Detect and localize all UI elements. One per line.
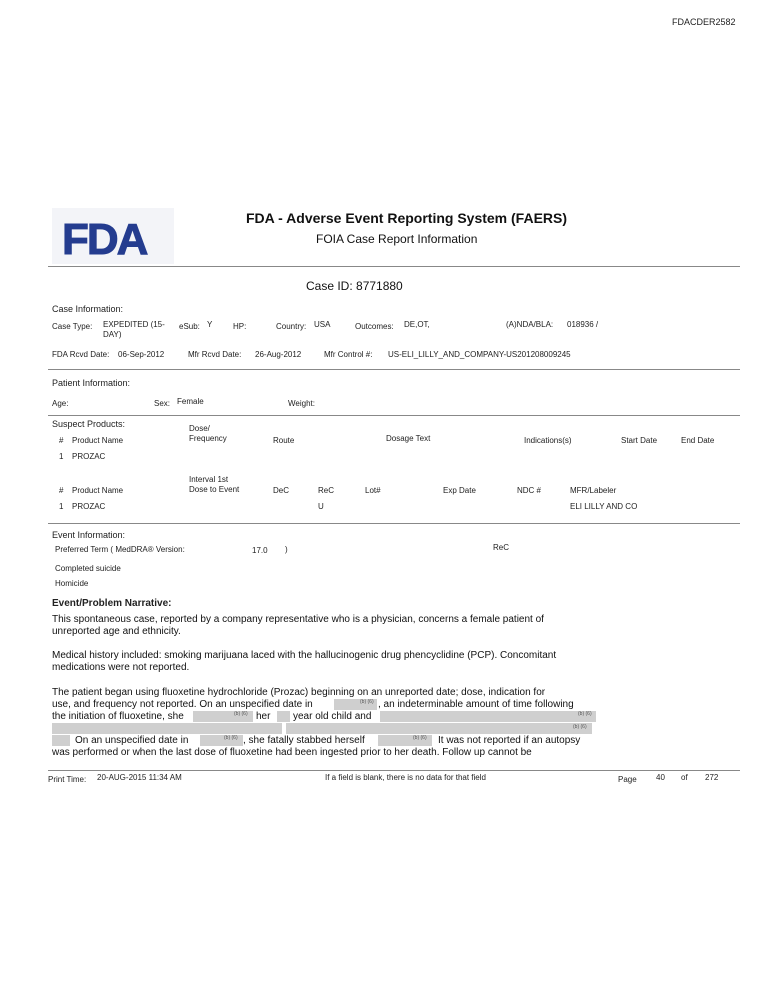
event-term: Homicide bbox=[55, 579, 89, 588]
event-info-heading: Event Information: bbox=[52, 530, 126, 540]
sex-label: Sex: bbox=[154, 399, 171, 408]
hp-label: HP: bbox=[233, 322, 247, 331]
narrative-line: the initiation of fluoxetine, she bbox=[52, 711, 184, 722]
meddra-version: 17.0 bbox=[252, 546, 268, 555]
suspect-products-heading: Suspect Products: bbox=[52, 419, 126, 429]
nda-label: (A)NDA/BLA: bbox=[506, 320, 554, 329]
patient-info-heading: Patient Information: bbox=[52, 378, 131, 388]
col-ndc: NDC # bbox=[517, 486, 542, 495]
report-subtitle: FOIA Case Report Information bbox=[316, 232, 478, 246]
preferred-term-label: Preferred Term ( MedDRA® Version: bbox=[55, 545, 185, 554]
country-label: Country: bbox=[276, 322, 307, 331]
col-mfr-labeler: MFR/Labeler bbox=[570, 486, 617, 495]
col-dec: DeC bbox=[273, 486, 290, 495]
col2-product-name: Product Name bbox=[72, 486, 124, 495]
row2-mfr: ELI LILLY AND CO bbox=[570, 502, 638, 511]
svg-text:FDA: FDA bbox=[62, 215, 147, 264]
col-interval-line2: Dose to Event bbox=[189, 485, 240, 494]
col-rec: ReC bbox=[318, 486, 335, 495]
sex-value: Female bbox=[177, 397, 204, 406]
page-of-label: of bbox=[681, 773, 688, 782]
row2-product: PROZAC bbox=[72, 502, 106, 511]
col-dose-line2: Frequency bbox=[189, 434, 227, 443]
narrative-line: Medical history included: smoking marijuana laced with the hallucinogenic drug phencyclidine (PCP). Concomitant bbox=[52, 650, 557, 661]
col-indications: Indications(s) bbox=[524, 436, 572, 445]
divider bbox=[48, 415, 740, 416]
row1-product: PROZAC bbox=[72, 452, 106, 461]
narrative-line: It was not reported if an autopsy bbox=[438, 735, 581, 746]
page-number: 40 bbox=[656, 773, 665, 782]
mfr-rcvd-value: 26-Aug-2012 bbox=[255, 350, 302, 359]
print-time-value: 20-AUG-2015 11:34 AM bbox=[97, 773, 182, 782]
divider bbox=[48, 523, 740, 524]
redaction-label: (b) (6) bbox=[578, 711, 592, 717]
col-route: Route bbox=[273, 436, 295, 445]
narrative-line: This spontaneous case, reported by a company representative who is a physician, concerns a female patient of bbox=[52, 614, 544, 625]
event-rec-label: ReC bbox=[493, 543, 510, 552]
page-label: Page bbox=[618, 775, 637, 784]
col-dose-line1: Dose/ bbox=[189, 424, 210, 433]
redaction-label: (b) (6) bbox=[573, 724, 587, 730]
esub-value: Y bbox=[207, 320, 213, 329]
redaction-label: (b) (6) bbox=[413, 735, 427, 741]
print-time-label: Print Time: bbox=[48, 775, 87, 784]
narrative-line: unreported age and ethnicity. bbox=[52, 626, 181, 637]
case-type-value-line1: EXPEDITED (15- bbox=[103, 320, 165, 329]
redaction-box bbox=[52, 735, 70, 746]
narrative-heading: Event/Problem Narrative: bbox=[52, 598, 172, 609]
redaction-label: (b) (6) bbox=[234, 711, 248, 717]
col-interval-line1: Interval 1st bbox=[189, 475, 229, 484]
col-exp-date: Exp Date bbox=[443, 486, 476, 495]
footer-note: If a field is blank, there is no data for that field bbox=[325, 773, 486, 782]
row2-rec: U bbox=[318, 502, 324, 511]
redaction-box bbox=[52, 723, 282, 734]
col-dosage-text: Dosage Text bbox=[386, 434, 431, 443]
row1-num: 1 bbox=[59, 452, 64, 461]
redaction-box bbox=[286, 723, 592, 734]
narrative-line: On an unspecified date in bbox=[75, 735, 189, 746]
weight-label: Weight: bbox=[288, 399, 315, 408]
outcomes-value: DE,OT, bbox=[404, 320, 430, 329]
document-id: FDACDER2582 bbox=[672, 17, 736, 27]
narrative-line: was performed or when the last dose of fluoxetine had been ingested prior to her death. Follow up cannot be bbox=[52, 747, 532, 758]
narrative-line: medications were not reported. bbox=[52, 662, 190, 673]
col2-num: # bbox=[59, 486, 64, 495]
redaction-box bbox=[277, 711, 290, 722]
divider bbox=[48, 369, 740, 370]
divider bbox=[48, 770, 740, 771]
col-start-date: Start Date bbox=[621, 436, 658, 445]
redaction-box bbox=[380, 711, 596, 722]
col-end-date: End Date bbox=[681, 436, 715, 445]
nda-value: 018936 / bbox=[567, 320, 599, 329]
esub-label: eSub: bbox=[179, 322, 200, 331]
event-term: Completed suicide bbox=[55, 564, 121, 573]
divider bbox=[48, 266, 740, 267]
narrative-line: , she fatally stabbed herself bbox=[243, 735, 365, 746]
fda-rcvd-value: 06-Sep-2012 bbox=[118, 350, 165, 359]
outcomes-label: Outcomes: bbox=[355, 322, 394, 331]
mfr-control-value: US-ELI_LILLY_AND_COMPANY-US201208009245 bbox=[388, 350, 571, 359]
row2-num: 1 bbox=[59, 502, 64, 511]
page-total: 272 bbox=[705, 773, 719, 782]
country-value: USA bbox=[314, 320, 331, 329]
narrative-line: year old child and bbox=[293, 711, 372, 722]
case-type-value-line2: DAY) bbox=[103, 330, 122, 339]
mfr-control-label: Mfr Control #: bbox=[324, 350, 373, 359]
redaction-label: (b) (6) bbox=[224, 735, 238, 741]
col-lot: Lot# bbox=[365, 486, 381, 495]
age-label: Age: bbox=[52, 399, 69, 408]
col-product-name: Product Name bbox=[72, 436, 124, 445]
col-num: # bbox=[59, 436, 64, 445]
redaction-label: (b) (6) bbox=[360, 699, 374, 705]
narrative-line: her bbox=[256, 711, 271, 722]
fda-logo bbox=[52, 208, 174, 264]
narrative-line: The patient began using fluoxetine hydrochloride (Prozac) beginning on an unreported date; dose, indication for bbox=[52, 687, 546, 698]
case-info-heading: Case Information: bbox=[52, 304, 124, 314]
mfr-rcvd-label: Mfr Rcvd Date: bbox=[188, 350, 242, 359]
fda-rcvd-label: FDA Rcvd Date: bbox=[52, 350, 110, 359]
preferred-term-close: ) bbox=[285, 545, 288, 554]
case-type-label: Case Type: bbox=[52, 322, 93, 331]
case-id: Case ID: 8771880 bbox=[306, 279, 403, 293]
narrative-line: , an indeterminable amount of time following bbox=[378, 699, 574, 710]
narrative-line: use, and frequency not reported. On an unspecified date in bbox=[52, 699, 313, 710]
report-title: FDA - Adverse Event Reporting System (FAERS) bbox=[246, 210, 568, 226]
